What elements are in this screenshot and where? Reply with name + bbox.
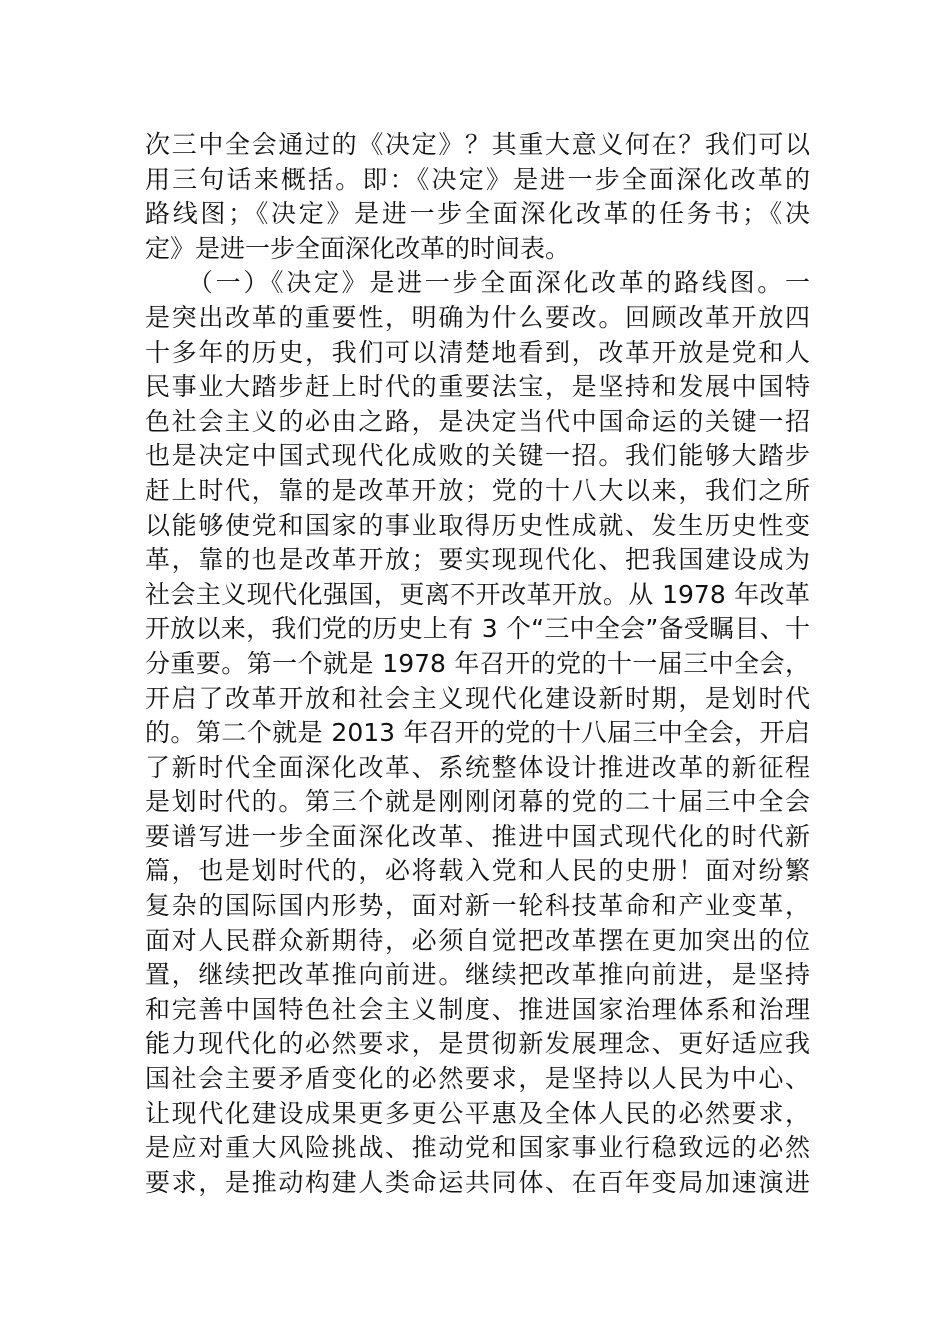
text-line: 了新时代全面深化改革、系统整体设计推进改革的新征程 [145,752,810,782]
text-line: 要求，是推动构建人类命运共同体、在百年变局加速演进 [145,1167,810,1197]
text-line: 复杂的国际国内形势，面对新一轮科技革命和产业变革， [145,891,810,921]
text-line: 和完善中国特色社会主义制度、推进国家治理体系和治理 [145,994,810,1024]
text-line: 也是决定中国式现代化成败的关键一招。我们能够大踏步 [145,441,810,471]
text-line: 是应对重大风险挑战、推动党和国家事业行稳致远的必然 [145,1133,810,1163]
text-line: 路线图；《决定》是进一步全面深化改革的任务书；《决 [145,199,810,229]
text-line: 民事业大踏步赶上时代的重要法宝，是坚持和发展中国特 [145,372,810,402]
text-line: 能力现代化的必然要求，是贯彻新发展理念、更好适应我 [145,1029,810,1059]
text-line: 让现代化建设成果更多更公平惠及全体人民的必然要求， [145,1098,810,1128]
text-line: 开放以来，我们党的历史上有 3 个“三中全会”备受瞩目、十 [145,614,810,644]
body-text [145,128,810,1200]
text-line: 十多年的历史，我们可以清楚地看到，改革开放是党和人 [145,337,810,367]
text-line: 开启了改革开放和社会主义现代化建设新时期，是划时代 [145,683,810,713]
text-line: 国社会主要矛盾变化的必然要求，是坚持以人民为中心、 [145,1064,810,1094]
text-line: 次三中全会通过的《决定》？其重大意义何在？我们可以 [145,130,810,159]
text-line: 是划时代的。第三个就是刚刚闭幕的党的二十届三中全会 [145,787,810,817]
text-line: 色社会主义的必由之路，是决定当代中国命运的关键一招 [145,406,810,436]
text-line: 分重要。第一个就是 1978 年召开的党的十一届三中全会， [145,648,810,678]
text-line: 社会主义现代化强国，更离不开改革开放。从 1978 年改革 [145,579,810,609]
text-line: 面对人民群众新期待，必须自觉把改革摆在更加突出的位 [145,925,810,955]
text-line: 定》是进一步全面深化改革的时间表。 [145,233,571,263]
text-line: 的。第二个就是 2013 年召开的党的十八届三中全会，开启 [145,718,810,748]
text-line: 赶上时代，靠的是改革开放；党的十八大以来，我们之所 [145,475,810,505]
text-line: 要谱写进一步全面深化改革、推进中国式现代化的时代新 [145,821,810,851]
text-line: 置，继续把改革推向前进。继续把改革推向前进，是坚持 [145,960,810,990]
text-line: 用三句话来概括。即：《决定》是进一步全面深化改革的 [145,164,810,194]
text-line: 革，靠的也是改革开放；要实现现代化、把我国建设成为 [145,545,810,575]
text-line: 是突出改革的重要性，明确为什么要改。回顾改革开放四 [145,302,810,332]
text-line: （一）《决定》是进一步全面深化改革的路线图。一 [145,268,810,298]
text-line: 以能够使党和国家的事业取得历史性成就、发生历史性变 [145,510,810,540]
text-line: 篇，也是划时代的，必将载入党和人民的史册！面对纷繁 [145,856,810,886]
